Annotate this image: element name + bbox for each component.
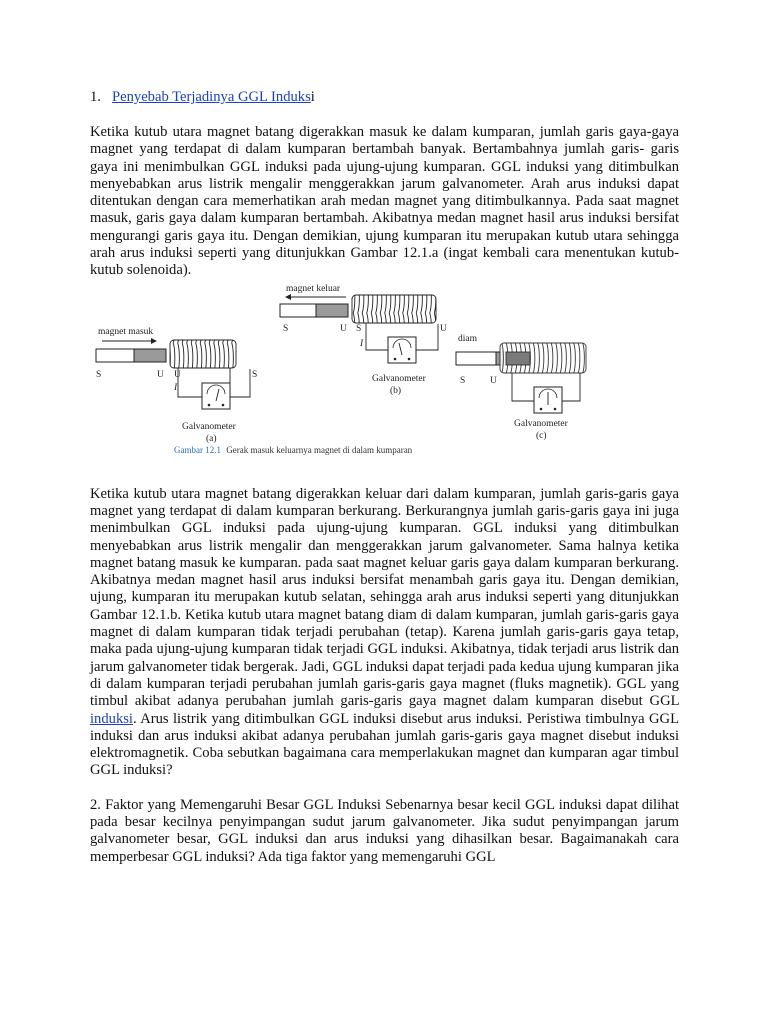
figure-12-1: [90, 283, 679, 475]
wire-a-right: [230, 368, 250, 397]
wire-b-right: [416, 324, 438, 350]
pole-b-u: U: [340, 323, 347, 334]
galvanometer-a-label: Galvanometer: [182, 421, 236, 432]
magnet-a-south: [96, 349, 134, 362]
pole-c-u: U: [490, 375, 497, 386]
pole-b-s: S: [283, 323, 289, 334]
current-a: I: [174, 382, 178, 393]
wire-a-left: [178, 368, 202, 397]
section1-paragraph-2: [90, 486, 679, 780]
label-magnet-keluar: magnet keluar: [286, 283, 341, 294]
section2-paragraph: 2. Faktor yang Memengaruhi Besar GGL Induksi Sebenarnya besar kecil GGL induksi dapat dilihat pada besar kecilnya penyimpangan sudut jarum galvanometer. Jika sudut penyimpangan jarum galvanometer besar, GGL induksi dan arus induksi yang dihasilkan besar. Bagaimanakah cara memperbesar GGL induksi? Ada tiga faktor yang memengaruhi GGL: [90, 796, 679, 865]
induksi-link[interactable]: induksi: [90, 710, 133, 727]
magnet-b-north: [316, 304, 348, 317]
label-diam: diam: [458, 333, 477, 344]
figure-caption: [174, 445, 413, 455]
pole-a-s: S: [96, 369, 102, 380]
section1-paragraph-1: Ketika kutub utara magnet batang digerakkan masuk ke dalam kumparan, jumlah garis gaya-gaya magnet yang terdapat di dalam kumparan bertambah banyak. Bertambahnya jumlah garis- garis gaya ini menimbulkan GGL induksi pada ujung-ujung kumparan. GGL induksi yang ditimbulkan menyebabkan arus listrik mengalir menggerakkan jarum galvanometer. Arah arus induksi dapat ditentukan dengan cara memerhatikan arah medan magnet yang ditimbulkannya. Pada saat magnet masuk, garis gaya dalam kumparan bertambah. Akibatnya medan magnet hasil arus induksi bersifat mengurangi garis gaya itu. Dengan demikian, ujung kumparan itu merupakan kutub utara sehingga arah arus induksi seperti yang ditunjukkan Gambar 12.1.a (ingat kembali cara menentukan kutub-kutub solenoida).: [90, 124, 679, 279]
para2-text-after: . Arus listrik yang ditimbulkan GGL induksi disebut arus induksi. Peristiwa timbulnya GGL induksi dan arus induksi akibat adanya perubahan jumlah garis-garis gaya magnet disebut induksi elektromagnetik. Coba sebutkan bagaimana cara memperlakukan magnet dan kumparan agar timbul GGL induksi?: [90, 710, 679, 779]
sub-a: (a): [206, 433, 217, 444]
pole-a-u: U: [157, 369, 164, 380]
pole-c-s: S: [460, 375, 466, 386]
diagram-c: [456, 334, 586, 441]
sub-b: (b): [390, 385, 402, 396]
caption-prefix: Gambar 12.1: [174, 444, 221, 455]
galvanometer-c-label: Galvanometer: [514, 418, 568, 429]
diagram-b: [280, 284, 447, 396]
diagram-a: [96, 327, 257, 444]
figure-diagram: [90, 283, 679, 475]
current-b: I: [360, 338, 364, 349]
sub-c: (c): [536, 430, 547, 441]
section1-number: 1.: [90, 89, 101, 105]
section1-title-link[interactable]: Penyebab Terjadinya GGL Induks: [112, 89, 311, 105]
coil-a: [170, 340, 236, 368]
label-magnet-masuk: magnet masuk: [98, 326, 154, 337]
pole-b-coil-s: S: [356, 323, 362, 334]
section1-title-tail: i: [310, 89, 315, 105]
pole-a-coil-u: U: [174, 369, 181, 380]
document-page: [90, 88, 679, 866]
galvanometer-b-label: Galvanometer: [372, 373, 426, 384]
wire-c-left: [512, 373, 534, 401]
wire-b-left: [366, 323, 388, 350]
caption-text: Gerak masuk keluarnya magnet di dalam kumparan: [226, 444, 413, 455]
pole-b-coil-u: U: [440, 323, 447, 334]
wire-c-right: [562, 373, 580, 401]
magnet-c-south: [456, 352, 496, 365]
coil-b: [352, 295, 436, 323]
magnet-c-inside: [506, 352, 530, 365]
magnet-a-north: [134, 349, 166, 362]
galvanometer-a: [202, 383, 230, 409]
para2-text-before: Ketika kutub utara magnet batang digerakkan keluar dari dalam kumparan, jumlah garis-garis gaya magnet yang terdapat di dalam kumparan berkurang. Berkurangnya jumlah garis-garis gaya ini juga menimbulkan GGL induksi pada ujung-ujung kumparan. GGL induksi yang ditimbulkan menyebabkan arus listrik mengalir dan menggerakkan jarum galvanometer. Sama halnya ketika magnet batang masuk ke kumparan. pada saat magnet keluar garis gaya dalam kumparan berkurang. Akibatnya medan magnet hasil arus induksi bersifat menambah garis gaya itu. Dengan demikian, ujung, kumparan itu merupakan kutub selatan, sehingga arah arus induksi seperti yang ditunjukkan Gambar 12.1.b. Ketika kutub utara magnet batang diam di dalam kumparan, jumlah garis-garis gaya magnet di dalam kumparan tidak terjadi perubahan (tetap). Karena jumlah garis-garis gaya tetap, maka pada ujung-ujung kumparan tidak terjadi GGL induksi. Akibatnya, tidak terjadi arus listrik dan jarum galvanometer tidak bergerak. Jadi, GGL induksi dapat terjadi pada kedua ujung kumparan jika di dalam kumparan terjadi perubahan jumlah garis-garis gaya magnet (fluks magnetik). GGL yang timbul akibat adanya perubahan jumlah garis-garis gaya magnet dalam kumparan disebut GGL: [90, 485, 679, 710]
galvanometer-b: [388, 337, 416, 363]
section1-heading: [90, 88, 679, 106]
pole-a-coil-s: S: [252, 369, 258, 380]
magnet-b-south: [280, 304, 316, 317]
